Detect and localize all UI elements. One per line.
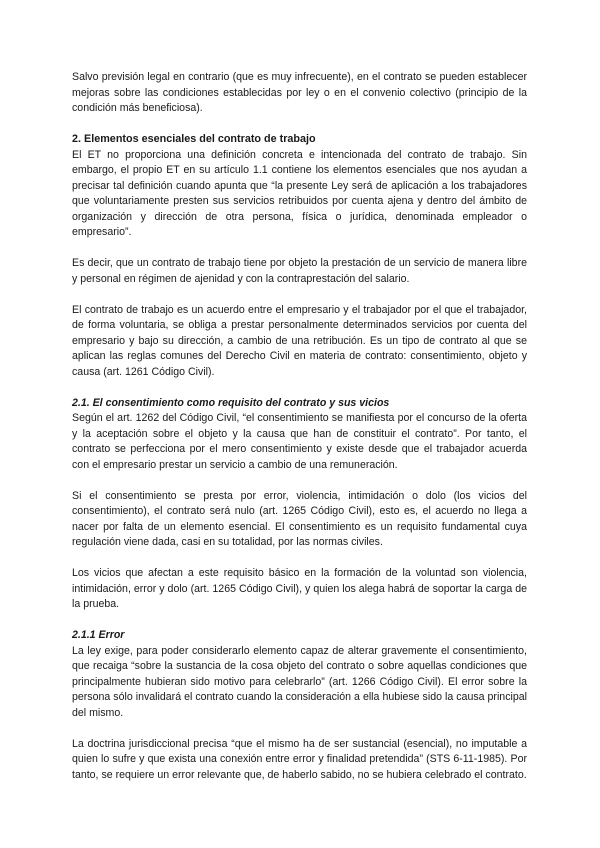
subsection-heading-error: 2.1.1 Error bbox=[72, 629, 125, 641]
doctrina-paragraph: La doctrina jurisdiccional precisa “que el mismo ha de ser sustancial (esencial), no imputable a quien lo sufre y que exista una conexión entre error y finalidad pretendida” (STS 6-11-1985). Por tanto, se requiere un error relevante que, de haberlo sabido, no se hubiera celebrado el contrato. bbox=[72, 737, 527, 781]
error-paragraph: La ley exige, para poder considerarlo elemento capaz de alterar gravemente el consentimiento, que recaiga “sobre la sustancia de la cosa objeto del contrato o sobre aquellas condiciones que principalmente hubieran sido motivo para celebrarlo” (art. 1266 Código Civil). El error sobre la persona sólo invalidará el contrato cuando la consideración a ella hubiese sido la causa principal del mismo. bbox=[72, 644, 527, 719]
section-heading: 2. Elementos esenciales del contrato de trabajo bbox=[72, 133, 316, 145]
acuerdo-paragraph: El contrato de trabajo es un acuerdo entre el empresario y el trabajador por el que el trabajador, de forma voluntaria, se obliga a prestar personalmente determinados servicios por cuenta del empresario y bajo su dirección, a cambio de una retribución. Es un tipo de contrato al que se aplican las reglas comunes del Derecho Civil en materia de contrato: consentimiento, objeto y causa (art. 1261 Código Civil). bbox=[72, 303, 527, 378]
et-definition-paragraph: El ET no proporciona una definición concreta e intencionada del contrato de trabajo. Sin embargo, el propio ET en su artículo 1.1 contiene los elementos esenciales que nos ayudan a precisar tal definición cuando apunta que “la presente Ley será de aplicación a los trabajadores que voluntariamente presten sus servicios retribuidos por cuenta ajena y dentro del ámbito de organización y dirección de otra persona, física o jurídica, denominada empleador o empresario”. bbox=[72, 148, 527, 238]
subsection-heading-consentimiento: 2.1. El consentimiento como requisito del contrato y sus vicios bbox=[72, 396, 390, 409]
es-decir-paragraph: Es decir, que un contrato de trabajo tiene por objeto la prestación de un servicio de manera libre y personal en régimen de ajenidad y con la contraprestación del salario. bbox=[72, 257, 527, 285]
document-page bbox=[72, 70, 527, 783]
vicios-requisito-paragraph: Los vicios que afectan a este requisito básico en la formación de la voluntad son violencia, intimidación, error y dolo (art. 1265 Código Civil), y quien los alega habrá de soportar la carga de la prueba. bbox=[72, 567, 527, 610]
intro-paragraph: Salvo previsión legal en contrario (que es muy infrecuente), en el contrato se pueden establecer mejoras sobre las condiciones establecidas por ley o en el convenio colectivo (principio de la condición más beneficiosa). bbox=[72, 71, 527, 114]
vicios-paragraph: Si el consentimiento se presta por error, violencia, intimidación o dolo (los vicios del consentimiento), el contrato será nulo (art. 1265 Código Civil), esto es, el acuerdo no llega a nacer por falta de un elemento esencial. El consentimiento es un requisito fundamental cuya regulación viene dada, casi en su totalidad, por las normas civiles. bbox=[72, 489, 527, 548]
art-1262-paragraph: Según el art. 1262 del Código Civil, “el consentimiento se manifiesta por el concurso de la oferta y la aceptación sobre el objeto y la causa que han de constituir el contrato”. Por tanto, el contrato se perfecciona por el mero consentimiento y existe desde que el trabajador acuerda con el empresario prestar un servicio a cambio de una remuneración. bbox=[72, 412, 527, 471]
